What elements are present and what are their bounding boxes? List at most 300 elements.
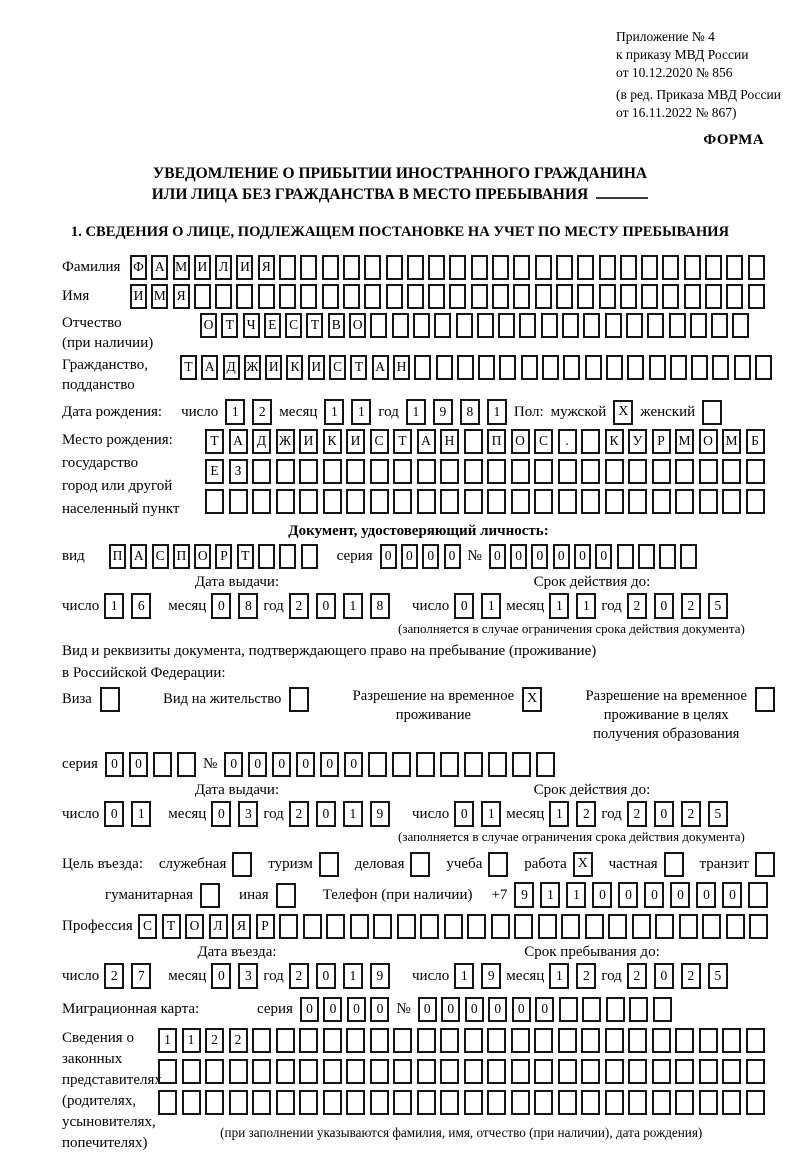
- char-cell[interactable]: [746, 459, 765, 484]
- char-cell[interactable]: [492, 255, 509, 280]
- char-cell[interactable]: [581, 1090, 600, 1115]
- char-cell[interactable]: [177, 752, 196, 777]
- char-cell[interactable]: [326, 914, 345, 939]
- char-cell[interactable]: [440, 489, 459, 514]
- char-cell[interactable]: [628, 459, 647, 484]
- char-cell[interactable]: [153, 752, 172, 777]
- char-cell[interactable]: [558, 489, 577, 514]
- char-cell[interactable]: [511, 459, 530, 484]
- char-cell[interactable]: [370, 1028, 389, 1053]
- char-cell[interactable]: [559, 997, 578, 1022]
- char-cell[interactable]: [229, 489, 248, 514]
- char-cell[interactable]: Т: [162, 914, 181, 939]
- char-cell[interactable]: С: [152, 544, 169, 569]
- char-cell[interactable]: [513, 284, 530, 309]
- char-cell[interactable]: [428, 284, 445, 309]
- char-cell[interactable]: [464, 489, 483, 514]
- char-cell[interactable]: [346, 489, 365, 514]
- char-cell[interactable]: А: [130, 544, 147, 569]
- purpose-work-checkbox[interactable]: X: [573, 852, 593, 877]
- char-cell[interactable]: [417, 1028, 436, 1053]
- char-cell[interactable]: 7: [131, 963, 151, 989]
- char-cell[interactable]: [464, 429, 483, 454]
- char-cell[interactable]: 5: [708, 801, 728, 827]
- char-cell[interactable]: [608, 914, 627, 939]
- char-cell[interactable]: [535, 284, 552, 309]
- char-cell[interactable]: 0: [618, 882, 638, 908]
- char-cell[interactable]: Ф: [130, 255, 147, 280]
- char-cell[interactable]: 0: [454, 593, 474, 619]
- char-cell[interactable]: [538, 914, 557, 939]
- char-cell[interactable]: [558, 459, 577, 484]
- char-cell[interactable]: [662, 255, 679, 280]
- char-cell[interactable]: 0: [441, 997, 460, 1022]
- char-cell[interactable]: [659, 544, 676, 569]
- char-cell[interactable]: [749, 914, 768, 939]
- char-cell[interactable]: 2: [205, 1028, 224, 1053]
- char-cell[interactable]: .: [558, 429, 577, 454]
- char-cell[interactable]: [471, 255, 488, 280]
- char-cell[interactable]: [641, 255, 658, 280]
- char-cell[interactable]: [649, 355, 666, 380]
- purpose-tourism-checkbox[interactable]: [319, 852, 339, 877]
- char-cell[interactable]: 0: [531, 544, 548, 569]
- char-cell[interactable]: [722, 489, 741, 514]
- char-cell[interactable]: [229, 1059, 248, 1084]
- char-cell[interactable]: 1: [481, 801, 501, 827]
- char-cell[interactable]: Т: [205, 429, 224, 454]
- char-cell[interactable]: [323, 1090, 342, 1115]
- char-cell[interactable]: [393, 1028, 412, 1053]
- char-cell[interactable]: [392, 313, 409, 338]
- char-cell[interactable]: 0: [444, 544, 461, 569]
- char-cell[interactable]: Я: [232, 914, 251, 939]
- char-cell[interactable]: [605, 1090, 624, 1115]
- char-cell[interactable]: О: [200, 313, 217, 338]
- char-cell[interactable]: [299, 489, 318, 514]
- char-cell[interactable]: [343, 255, 360, 280]
- char-cell[interactable]: [499, 355, 516, 380]
- char-cell[interactable]: [299, 1028, 318, 1053]
- char-cell[interactable]: [512, 752, 531, 777]
- char-cell[interactable]: 9: [370, 963, 390, 989]
- char-cell[interactable]: 2: [627, 593, 647, 619]
- char-cell[interactable]: [279, 284, 296, 309]
- char-cell[interactable]: [464, 752, 483, 777]
- char-cell[interactable]: [679, 914, 698, 939]
- char-cell[interactable]: [748, 284, 765, 309]
- char-cell[interactable]: 2: [681, 963, 701, 989]
- char-cell[interactable]: [605, 1059, 624, 1084]
- char-cell[interactable]: 0: [105, 752, 124, 777]
- char-cell[interactable]: 1: [549, 963, 569, 989]
- char-cell[interactable]: 2: [627, 963, 647, 989]
- char-cell[interactable]: [691, 355, 708, 380]
- char-cell[interactable]: [364, 284, 381, 309]
- char-cell[interactable]: [440, 1090, 459, 1115]
- char-cell[interactable]: М: [173, 255, 190, 280]
- char-cell[interactable]: 2: [289, 963, 309, 989]
- char-cell[interactable]: 0: [296, 752, 315, 777]
- char-cell[interactable]: А: [201, 355, 218, 380]
- char-cell[interactable]: [699, 1028, 718, 1053]
- char-cell[interactable]: С: [285, 313, 302, 338]
- char-cell[interactable]: [755, 355, 772, 380]
- char-cell[interactable]: [605, 1028, 624, 1053]
- char-cell[interactable]: [417, 489, 436, 514]
- char-cell[interactable]: Л: [209, 914, 228, 939]
- char-cell[interactable]: [606, 997, 625, 1022]
- purpose-private-checkbox[interactable]: [664, 852, 684, 877]
- char-cell[interactable]: [370, 1059, 389, 1084]
- char-cell[interactable]: 0: [316, 593, 336, 619]
- char-cell[interactable]: 1: [487, 399, 507, 425]
- purpose-other-checkbox[interactable]: [276, 883, 296, 908]
- purpose-transit-checkbox[interactable]: [755, 852, 775, 877]
- char-cell[interactable]: [205, 1090, 224, 1115]
- char-cell[interactable]: Р: [215, 544, 232, 569]
- char-cell[interactable]: [393, 1059, 412, 1084]
- char-cell[interactable]: [558, 1059, 577, 1084]
- char-cell[interactable]: [726, 914, 745, 939]
- char-cell[interactable]: [303, 914, 322, 939]
- char-cell[interactable]: [620, 284, 637, 309]
- char-cell[interactable]: [370, 313, 387, 338]
- char-cell[interactable]: [632, 914, 651, 939]
- char-cell[interactable]: [556, 255, 573, 280]
- char-cell[interactable]: А: [417, 429, 436, 454]
- char-cell[interactable]: [690, 313, 707, 338]
- char-cell[interactable]: [534, 1028, 553, 1053]
- char-cell[interactable]: 8: [370, 593, 390, 619]
- char-cell[interactable]: [498, 313, 515, 338]
- char-cell[interactable]: 0: [323, 997, 342, 1022]
- char-cell[interactable]: 0: [272, 752, 291, 777]
- char-cell[interactable]: [229, 1090, 248, 1115]
- char-cell[interactable]: [182, 1090, 201, 1115]
- char-cell[interactable]: [675, 1028, 694, 1053]
- char-cell[interactable]: [487, 1028, 506, 1053]
- char-cell[interactable]: [670, 355, 687, 380]
- char-cell[interactable]: [299, 1090, 318, 1115]
- char-cell[interactable]: [407, 255, 424, 280]
- purpose-commercial-checkbox[interactable]: [410, 852, 430, 877]
- char-cell[interactable]: [652, 459, 671, 484]
- char-cell[interactable]: [457, 355, 474, 380]
- char-cell[interactable]: 1: [324, 399, 344, 425]
- char-cell[interactable]: [558, 1028, 577, 1053]
- char-cell[interactable]: [519, 313, 536, 338]
- char-cell[interactable]: [158, 1090, 177, 1115]
- char-cell[interactable]: [414, 355, 431, 380]
- char-cell[interactable]: [322, 255, 339, 280]
- char-cell[interactable]: [534, 489, 553, 514]
- char-cell[interactable]: [279, 544, 296, 569]
- char-cell[interactable]: П: [173, 544, 190, 569]
- char-cell[interactable]: [392, 752, 411, 777]
- char-cell[interactable]: [258, 284, 275, 309]
- char-cell[interactable]: З: [229, 459, 248, 484]
- char-cell[interactable]: [464, 1090, 483, 1115]
- char-cell[interactable]: 0: [418, 997, 437, 1022]
- char-cell[interactable]: [440, 752, 459, 777]
- char-cell[interactable]: [478, 355, 495, 380]
- char-cell[interactable]: [276, 459, 295, 484]
- char-cell[interactable]: 0: [224, 752, 243, 777]
- char-cell[interactable]: [511, 489, 530, 514]
- char-cell[interactable]: 2: [229, 1028, 248, 1053]
- char-cell[interactable]: М: [151, 284, 168, 309]
- char-cell[interactable]: [558, 1090, 577, 1115]
- char-cell[interactable]: [299, 1059, 318, 1084]
- char-cell[interactable]: [194, 284, 211, 309]
- char-cell[interactable]: У: [628, 429, 647, 454]
- char-cell[interactable]: [393, 459, 412, 484]
- char-cell[interactable]: К: [286, 355, 303, 380]
- char-cell[interactable]: М: [675, 429, 694, 454]
- char-cell[interactable]: 9: [514, 882, 534, 908]
- char-cell[interactable]: 0: [344, 752, 363, 777]
- char-cell[interactable]: [585, 355, 602, 380]
- char-cell[interactable]: Т: [306, 313, 323, 338]
- char-cell[interactable]: 2: [681, 801, 701, 827]
- char-cell[interactable]: 1: [351, 399, 371, 425]
- char-cell[interactable]: [655, 914, 674, 939]
- char-cell[interactable]: 9: [481, 963, 501, 989]
- char-cell[interactable]: [628, 1090, 647, 1115]
- char-cell[interactable]: [397, 914, 416, 939]
- char-cell[interactable]: [464, 1059, 483, 1084]
- char-cell[interactable]: [699, 459, 718, 484]
- char-cell[interactable]: А: [229, 429, 248, 454]
- char-cell[interactable]: [386, 255, 403, 280]
- char-cell[interactable]: [440, 1059, 459, 1084]
- char-cell[interactable]: К: [605, 429, 624, 454]
- char-cell[interactable]: [477, 313, 494, 338]
- char-cell[interactable]: [726, 284, 743, 309]
- char-cell[interactable]: [746, 1028, 765, 1053]
- char-cell[interactable]: [413, 313, 430, 338]
- char-cell[interactable]: [346, 1028, 365, 1053]
- char-cell[interactable]: [722, 1028, 741, 1053]
- char-cell[interactable]: [577, 255, 594, 280]
- char-cell[interactable]: [158, 1059, 177, 1084]
- char-cell[interactable]: 0: [211, 963, 231, 989]
- char-cell[interactable]: 0: [510, 544, 527, 569]
- char-cell[interactable]: [276, 1090, 295, 1115]
- char-cell[interactable]: К: [323, 429, 342, 454]
- visa-checkbox[interactable]: [100, 687, 120, 712]
- char-cell[interactable]: 2: [289, 801, 309, 827]
- char-cell[interactable]: [535, 255, 552, 280]
- char-cell[interactable]: 0: [654, 801, 674, 827]
- char-cell[interactable]: [393, 489, 412, 514]
- char-cell[interactable]: [562, 313, 579, 338]
- char-cell[interactable]: И: [130, 284, 147, 309]
- char-cell[interactable]: [652, 1059, 671, 1084]
- char-cell[interactable]: 8: [238, 593, 258, 619]
- char-cell[interactable]: [628, 1059, 647, 1084]
- char-cell[interactable]: [680, 544, 697, 569]
- char-cell[interactable]: [252, 1090, 271, 1115]
- temp-residence-edu-checkbox[interactable]: [755, 687, 775, 712]
- char-cell[interactable]: 1: [343, 963, 363, 989]
- char-cell[interactable]: [182, 1059, 201, 1084]
- char-cell[interactable]: [416, 752, 435, 777]
- char-cell[interactable]: [252, 1028, 271, 1053]
- char-cell[interactable]: 0: [654, 593, 674, 619]
- char-cell[interactable]: И: [308, 355, 325, 380]
- char-cell[interactable]: [471, 284, 488, 309]
- char-cell[interactable]: Т: [393, 429, 412, 454]
- char-cell[interactable]: [417, 1059, 436, 1084]
- char-cell[interactable]: И: [236, 255, 253, 280]
- char-cell[interactable]: 0: [370, 997, 389, 1022]
- char-cell[interactable]: [711, 313, 728, 338]
- char-cell[interactable]: [436, 355, 453, 380]
- char-cell[interactable]: [346, 1059, 365, 1084]
- char-cell[interactable]: 1: [131, 801, 151, 827]
- char-cell[interactable]: [534, 1090, 553, 1115]
- char-cell[interactable]: 1: [225, 399, 245, 425]
- char-cell[interactable]: [652, 489, 671, 514]
- char-cell[interactable]: [467, 914, 486, 939]
- char-cell[interactable]: 0: [104, 801, 124, 827]
- char-cell[interactable]: [536, 752, 555, 777]
- char-cell[interactable]: [734, 355, 751, 380]
- char-cell[interactable]: 0: [489, 544, 506, 569]
- char-cell[interactable]: 0: [422, 544, 439, 569]
- char-cell[interactable]: [748, 255, 765, 280]
- char-cell[interactable]: 0: [211, 801, 231, 827]
- char-cell[interactable]: 1: [104, 593, 124, 619]
- char-cell[interactable]: С: [534, 429, 553, 454]
- char-cell[interactable]: А: [372, 355, 389, 380]
- char-cell[interactable]: [699, 1090, 718, 1115]
- char-cell[interactable]: [605, 489, 624, 514]
- char-cell[interactable]: [561, 914, 580, 939]
- char-cell[interactable]: 1: [576, 593, 596, 619]
- char-cell[interactable]: [620, 255, 637, 280]
- char-cell[interactable]: 1: [566, 882, 586, 908]
- char-cell[interactable]: 8: [460, 399, 480, 425]
- char-cell[interactable]: [205, 1059, 224, 1084]
- char-cell[interactable]: 1: [182, 1028, 201, 1053]
- char-cell[interactable]: 3: [238, 963, 258, 989]
- char-cell[interactable]: [420, 914, 439, 939]
- char-cell[interactable]: [323, 489, 342, 514]
- char-cell[interactable]: [373, 914, 392, 939]
- char-cell[interactable]: 2: [576, 801, 596, 827]
- char-cell[interactable]: 2: [289, 593, 309, 619]
- char-cell[interactable]: [393, 1090, 412, 1115]
- char-cell[interactable]: Т: [180, 355, 197, 380]
- char-cell[interactable]: [449, 284, 466, 309]
- char-cell[interactable]: [323, 459, 342, 484]
- char-cell[interactable]: [276, 489, 295, 514]
- char-cell[interactable]: [301, 544, 318, 569]
- char-cell[interactable]: [322, 284, 339, 309]
- char-cell[interactable]: 6: [131, 593, 151, 619]
- char-cell[interactable]: [370, 459, 389, 484]
- char-cell[interactable]: 2: [104, 963, 124, 989]
- char-cell[interactable]: [487, 489, 506, 514]
- char-cell[interactable]: [748, 882, 768, 908]
- char-cell[interactable]: Т: [237, 544, 254, 569]
- char-cell[interactable]: 2: [576, 963, 596, 989]
- char-cell[interactable]: [346, 1090, 365, 1115]
- char-cell[interactable]: 0: [316, 801, 336, 827]
- char-cell[interactable]: [487, 459, 506, 484]
- char-cell[interactable]: [542, 355, 559, 380]
- char-cell[interactable]: [323, 1028, 342, 1053]
- char-cell[interactable]: 0: [300, 997, 319, 1022]
- char-cell[interactable]: [605, 313, 622, 338]
- char-cell[interactable]: П: [109, 544, 126, 569]
- char-cell[interactable]: 0: [465, 997, 484, 1022]
- char-cell[interactable]: 0: [644, 882, 664, 908]
- temp-residence-checkbox[interactable]: X: [522, 687, 542, 712]
- char-cell[interactable]: [628, 1028, 647, 1053]
- char-cell[interactable]: [444, 914, 463, 939]
- char-cell[interactable]: [675, 1059, 694, 1084]
- char-cell[interactable]: [487, 1059, 506, 1084]
- char-cell[interactable]: С: [370, 429, 389, 454]
- char-cell[interactable]: [205, 489, 224, 514]
- char-cell[interactable]: И: [194, 255, 211, 280]
- char-cell[interactable]: [647, 313, 664, 338]
- char-cell[interactable]: [449, 255, 466, 280]
- char-cell[interactable]: 0: [592, 882, 612, 908]
- char-cell[interactable]: [386, 284, 403, 309]
- char-cell[interactable]: [491, 914, 510, 939]
- char-cell[interactable]: [699, 489, 718, 514]
- char-cell[interactable]: [675, 489, 694, 514]
- char-cell[interactable]: 1: [454, 963, 474, 989]
- char-cell[interactable]: Л: [215, 255, 232, 280]
- char-cell[interactable]: Ч: [243, 313, 260, 338]
- char-cell[interactable]: [585, 914, 604, 939]
- char-cell[interactable]: [514, 914, 533, 939]
- char-cell[interactable]: [581, 459, 600, 484]
- char-cell[interactable]: [581, 1059, 600, 1084]
- char-cell[interactable]: [252, 1059, 271, 1084]
- char-cell[interactable]: В: [328, 313, 345, 338]
- char-cell[interactable]: 1: [158, 1028, 177, 1053]
- char-cell[interactable]: 9: [370, 801, 390, 827]
- char-cell[interactable]: 0: [553, 544, 570, 569]
- char-cell[interactable]: А: [151, 255, 168, 280]
- char-cell[interactable]: [675, 459, 694, 484]
- char-cell[interactable]: [346, 459, 365, 484]
- char-cell[interactable]: С: [329, 355, 346, 380]
- char-cell[interactable]: [626, 313, 643, 338]
- char-cell[interactable]: Я: [173, 284, 190, 309]
- char-cell[interactable]: [456, 313, 473, 338]
- char-cell[interactable]: 2: [252, 399, 272, 425]
- char-cell[interactable]: 1: [406, 399, 426, 425]
- char-cell[interactable]: [464, 1028, 483, 1053]
- char-cell[interactable]: 0: [722, 882, 742, 908]
- char-cell[interactable]: [653, 997, 672, 1022]
- char-cell[interactable]: [511, 1059, 530, 1084]
- char-cell[interactable]: 1: [343, 801, 363, 827]
- char-cell[interactable]: [705, 255, 722, 280]
- char-cell[interactable]: [350, 914, 369, 939]
- char-cell[interactable]: [726, 255, 743, 280]
- char-cell[interactable]: Т: [350, 355, 367, 380]
- char-cell[interactable]: 0: [320, 752, 339, 777]
